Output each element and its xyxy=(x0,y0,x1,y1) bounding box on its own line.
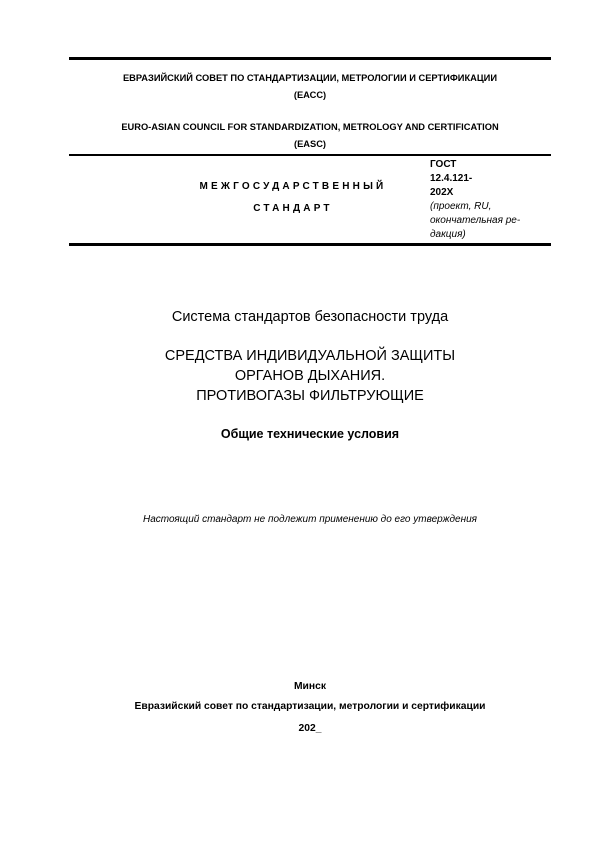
council-ru-abbr: (ЕАСС) xyxy=(293,90,327,100)
middle-rule xyxy=(69,154,551,156)
council-en-abbr: (EASC) xyxy=(293,139,327,149)
gost-note-3: дакция) xyxy=(430,229,466,240)
interstate-word: МЕЖГОСУДАРСТВЕННЫЙ xyxy=(199,181,387,192)
title-line-1: СРЕДСТВА ИНДИВИДУАЛЬНОЙ ЗАЩИТЫ xyxy=(164,348,456,364)
document-title xyxy=(69,346,551,406)
standard-word: СТАНДАРТ xyxy=(253,203,333,214)
gost-label: ГОСТ xyxy=(430,159,457,170)
title-line-2: ОРГАНОВ ДЫХАНИЯ. xyxy=(234,368,386,384)
approval-notice: Настоящий стандарт не подлежит применению до его утверждения xyxy=(143,514,477,525)
gost-note-2: окончательная ре- xyxy=(430,215,521,226)
bottom-rule xyxy=(69,243,551,246)
council-en xyxy=(69,119,551,153)
document-subtitle: Общие технические условия xyxy=(220,427,400,441)
gost-designation xyxy=(430,158,550,242)
footer-year: 202_ xyxy=(298,723,322,734)
gost-number: 12.4.121- xyxy=(430,173,473,184)
title-line-3: ПРОТИВОГАЗЫ ФИЛЬТРУЮЩИЕ xyxy=(196,388,424,404)
council-en-name: EURO-ASIAN COUNCIL FOR STANDARDIZATION, METROLOGY AND CERTIFICATION xyxy=(121,122,499,132)
interstate-standard-label xyxy=(178,176,408,220)
system-title: Система стандартов безопасности труда xyxy=(171,309,449,325)
gost-year: 202X xyxy=(430,187,454,198)
footer-publisher: Евразийский совет по стандартизации, метрологии и сертификации xyxy=(134,701,486,712)
council-ru xyxy=(69,70,551,104)
council-ru-name: ЕВРАЗИЙСКИЙ СОВЕТ ПО СТАНДАРТИЗАЦИИ, МЕТРОЛОГИИ И СЕРТИФИКАЦИИ xyxy=(122,73,498,83)
footer-city: Минск xyxy=(293,681,326,692)
top-rule xyxy=(69,57,551,60)
gost-note-1: (проект, RU, xyxy=(430,201,492,212)
